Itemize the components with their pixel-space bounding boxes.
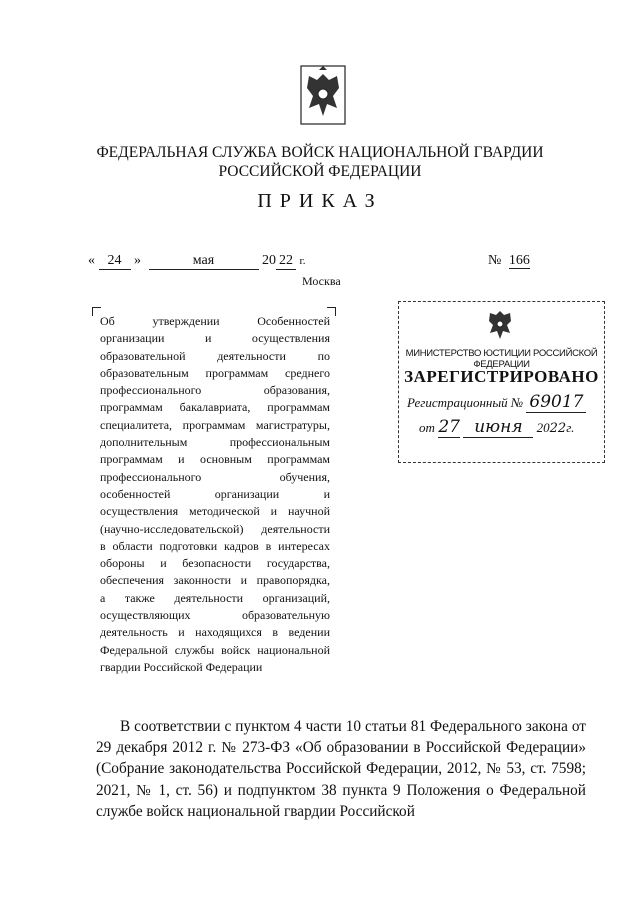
subject-line: деятельность и находящихся в ведении — [100, 625, 330, 640]
date-year-prefix: 20 — [536, 420, 550, 435]
number-label: № — [488, 253, 502, 268]
order-day: 24 — [99, 253, 131, 270]
close-quote: » — [134, 253, 141, 268]
order-date — [88, 253, 306, 270]
open-quote: « — [88, 253, 95, 268]
subject-line: осуществляющих образовательную — [100, 608, 330, 623]
subject-line: образовательным программам среднего — [100, 365, 330, 380]
subject-line: дополнительным профессиональным — [100, 435, 330, 450]
subject-line: профессионального образования, — [100, 383, 330, 398]
org-name-line-2: РОССИЙСКОЙ ФЕДЕРАЦИИ — [218, 163, 422, 180]
coat-of-arms-icon — [293, 60, 353, 130]
subject-line: обеспечения законности и правопорядка, — [100, 573, 330, 588]
subject-line: организации и осуществления — [100, 331, 330, 346]
subject-line: (научно-исследовательской) деятельности — [100, 521, 330, 536]
stamp-registration-number — [407, 392, 586, 413]
subject-line: гвардии Российской Федерации — [100, 659, 263, 674]
date-day: 27 — [438, 417, 460, 437]
date-prefix: от — [419, 420, 435, 435]
subject-line: программам и основным программам — [100, 452, 330, 467]
year-unit: г. — [299, 255, 306, 267]
subject-line: Об утверждении Особенностей — [100, 314, 330, 328]
stamp-ministry: МИНИСТЕРСТВО ЮСТИЦИИ РОССИЙСКОЙ ФЕДЕРАЦИИ — [405, 348, 598, 370]
subject-line: особенностей организации и — [100, 486, 330, 501]
subject-line: в области подготовки кадров в интересах — [100, 538, 330, 553]
subject-line: программам бакалавриата, программам — [100, 400, 330, 415]
date-year-suffix: 22 — [549, 421, 567, 436]
reg-label: Регистрационный № — [407, 395, 524, 410]
subject-line: профессионального обучения, — [100, 469, 330, 484]
date-month: июня — [463, 417, 533, 438]
subject-line: осуществления методической и научной — [100, 504, 330, 519]
year-prefix: 20 — [262, 253, 276, 268]
stamp-coat-of-arms-icon — [484, 307, 516, 343]
number-value: 166 — [508, 253, 530, 268]
reg-number: 69017 — [526, 392, 586, 413]
stamp-date — [419, 417, 574, 438]
order-number — [488, 253, 530, 269]
subject-line: образовательной деятельности по — [100, 348, 330, 363]
year-suffix: 22 — [276, 253, 296, 270]
order-subject — [100, 313, 330, 676]
subject-line: а также деятельности организаций, — [100, 590, 330, 605]
date-unit: г. — [566, 420, 575, 435]
registration-stamp — [398, 301, 605, 463]
subject-line: специалитета, программам магистратуры, — [100, 417, 330, 432]
stamp-registered: ЗАРЕГИСТРИРОВАНО — [404, 367, 599, 386]
org-name-line-1: ФЕДЕРАЛЬНАЯ СЛУЖБА ВОЙСК НАЦИОНАЛЬНОЙ ГВАРДИИ — [96, 144, 544, 161]
subject-line: Федеральной службы войск национальной — [100, 642, 330, 657]
subject-line: обороны и безопасности государства, — [100, 556, 330, 571]
body-paragraph-text: В соответствии с пунктом 4 части 10 статьи 81 Федерального закона от 29 декабря 2012 г. № 273-ФЗ «Об образовании в Российской Федерации» (Собрание законодательства Российской Федерации, 2012, № 53, ст. 7598; 2021, № 1, ст. 56) и подпунктом 38 пункта 9 Положения о Федеральной службе войск национальной гвардии Российской — [96, 718, 586, 820]
city: Москва — [302, 274, 341, 288]
document-type: ПРИКАЗ — [257, 190, 383, 212]
order-month: мая — [149, 253, 259, 270]
body-paragraph — [96, 716, 586, 822]
